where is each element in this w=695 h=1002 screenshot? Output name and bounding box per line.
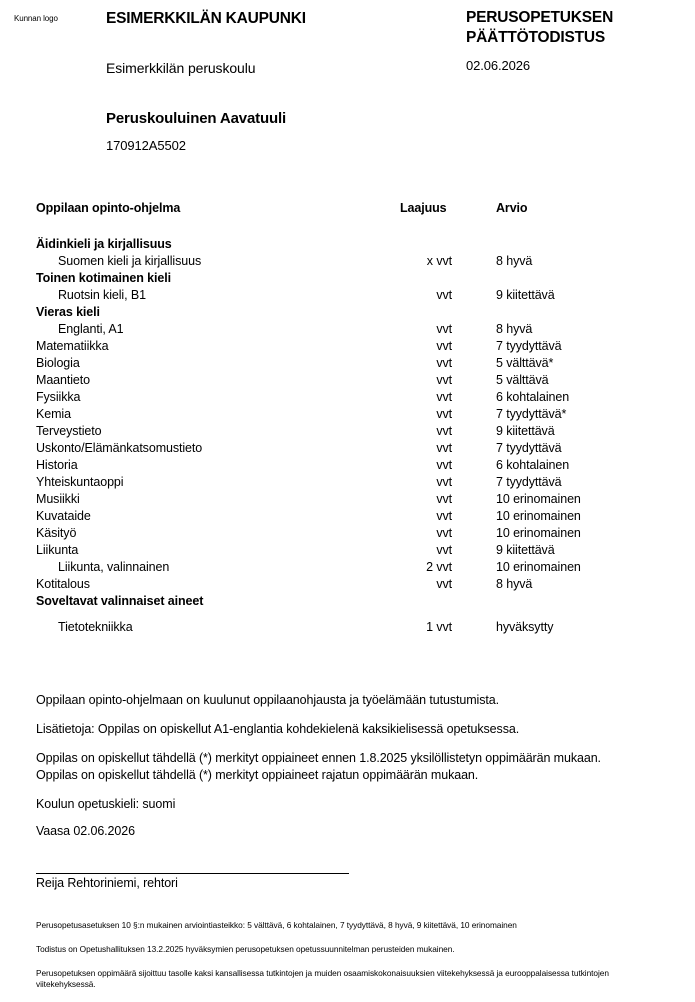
- subject-name: Toinen kotimainen kieli: [36, 271, 171, 285]
- note-guidance: Oppilaan opinto-ohjelmaan on kuulunut oppilaanohjausta ja työelämään tutustumista.: [36, 693, 499, 707]
- table-row: [36, 474, 656, 491]
- subject-scope-value: vvt: [436, 526, 452, 540]
- subject-grade: 5 välttävä*: [496, 356, 554, 370]
- subject-scope-value: vvt: [436, 322, 452, 336]
- column-header-subject: Oppilaan opinto-ohjelma: [36, 201, 181, 215]
- table-header-row: [36, 200, 656, 236]
- subject-scope-value: 2 vvt: [426, 560, 452, 574]
- table-row: [36, 304, 656, 321]
- subject-grade: 5 välttävä: [496, 373, 549, 387]
- subject-name: Käsityö: [36, 526, 77, 540]
- note-additional-info: Lisätietoja: Oppilas on opiskellut A1-englantia kohdekielenä kaksikielisessä opetuksessa.: [36, 722, 520, 736]
- subject-name: Ruotsin kieli, B1: [58, 288, 146, 302]
- signature-place-and-date: Vaasa 02.06.2026: [36, 824, 135, 838]
- subject-scope: [396, 457, 496, 474]
- document-title-line-1: PERUSOPETUKSEN: [466, 9, 614, 26]
- subject-scope: [396, 576, 496, 593]
- subject-scope: [396, 372, 496, 389]
- table-row: [36, 440, 656, 457]
- subject-grade: 7 tyydyttävä: [496, 475, 562, 489]
- subject-name: Biologia: [36, 356, 80, 370]
- table-row: [36, 423, 656, 440]
- subject-name: Äidinkieli ja kirjallisuus: [36, 237, 172, 251]
- subject-scope: [396, 304, 496, 321]
- table-row: [36, 406, 656, 423]
- table-row: [36, 559, 656, 576]
- table-row: [36, 508, 656, 525]
- subject-scope-value: 1 vvt: [426, 620, 452, 634]
- note-asterisk-limited: Oppilas on opiskellut tähdellä (*) merkityt oppiaineet rajatun oppimäärän mukaan.: [36, 768, 479, 782]
- footer-qualification-framework-note: Perusopetuksen oppimäärä sijoittuu tasolle kaksi kansallisessa tutkintojen ja muiden osaamiskokonaisuuksien viitekehyksessä ja eurooppalaisessa tutkintojen viitekehyksessä.: [36, 968, 609, 989]
- document-date: 02.06.2026: [466, 58, 531, 73]
- subject-scope-value: vvt: [436, 475, 452, 489]
- organization-title: ESIMERKKILÄN KAUPUNKI: [106, 10, 306, 27]
- table-row: [36, 287, 656, 304]
- subject-grade: 6 kohtalainen: [496, 390, 570, 404]
- table-row: [36, 372, 656, 389]
- subject-scope: [396, 525, 496, 542]
- subject-scope: [396, 610, 496, 636]
- subject-scope: [396, 423, 496, 440]
- subject-scope-value: vvt: [436, 373, 452, 387]
- subject-grade: 10 erinomainen: [496, 492, 581, 506]
- subject-grade: 6 kohtalainen: [496, 458, 570, 472]
- subject-scope-value: vvt: [436, 390, 452, 404]
- table-row: [36, 236, 656, 253]
- subject-scope-value: vvt: [436, 458, 452, 472]
- document-title: [466, 8, 691, 48]
- subject-name: Fysiikka: [36, 390, 81, 404]
- subject-scope: [396, 491, 496, 508]
- table-row: [36, 270, 656, 287]
- subject-scope: [396, 287, 496, 304]
- subject-scope: [396, 406, 496, 423]
- subject-name: Uskonto/Elämänkatsomustieto: [36, 441, 203, 455]
- student-name: Peruskouluinen Aavatuuli: [106, 110, 287, 127]
- table-row: [36, 576, 656, 593]
- table-row: [36, 389, 656, 406]
- table-row: [36, 457, 656, 474]
- subject-name: Terveystieto: [36, 424, 102, 438]
- subject-scope-value: vvt: [436, 577, 452, 591]
- subject-scope-value: vvt: [436, 356, 452, 370]
- table-row: [36, 542, 656, 559]
- subject-scope-value: vvt: [436, 543, 452, 557]
- table-row: [36, 321, 656, 338]
- subject-grade: 8 hyvä: [496, 254, 533, 268]
- subject-scope: [396, 440, 496, 457]
- note-teaching-language: Koulun opetuskieli: suomi: [36, 797, 176, 811]
- column-header-scope: Laajuus: [400, 201, 447, 215]
- subject-grade: 8 hyvä: [496, 577, 533, 591]
- subject-name: Matematiikka: [36, 339, 109, 353]
- subject-grade: 9 kiitettävä: [496, 288, 555, 302]
- table-row: [36, 610, 656, 636]
- subject-scope: [396, 593, 496, 610]
- subject-grade: 7 tyydyttävä: [496, 441, 562, 455]
- table-row: [36, 338, 656, 355]
- subject-grade: 7 tyydyttävä: [496, 339, 562, 353]
- subject-name: Liikunta, valinnainen: [58, 560, 170, 574]
- subject-scope-value: vvt: [436, 339, 452, 353]
- subject-scope: [396, 559, 496, 576]
- subject-name: Kotitalous: [36, 577, 90, 591]
- document-title-line-2: PÄÄTTÖTODISTUS: [466, 29, 606, 46]
- subject-name: Yhteiskuntaoppi: [36, 475, 124, 489]
- footer-section: [36, 920, 656, 990]
- subject-scope-value: vvt: [436, 424, 452, 438]
- subject-name: Maantieto: [36, 373, 90, 387]
- grades-table: [36, 200, 656, 636]
- subject-scope: [396, 236, 496, 253]
- subject-grade: [496, 593, 656, 610]
- subject-scope: [396, 253, 496, 270]
- subject-grade: 9 kiitettävä: [496, 543, 555, 557]
- table-row: [36, 355, 656, 372]
- grades-table-header: [36, 200, 656, 236]
- subject-scope: [396, 508, 496, 525]
- table-row: [36, 491, 656, 508]
- subject-scope: [396, 355, 496, 372]
- subject-name: Suomen kieli ja kirjallisuus: [58, 254, 202, 268]
- note-asterisk-individualized: Oppilas on opiskellut tähdellä (*) merkityt oppiaineet ennen 1.8.2025 yksilöllistetyn oppimäärän mukaan.: [36, 751, 601, 765]
- table-row: [36, 253, 656, 270]
- subject-name: Liikunta: [36, 543, 79, 557]
- subject-name: Vieras kieli: [36, 305, 100, 319]
- subject-name: Kuvataide: [36, 509, 91, 523]
- subject-scope: [396, 321, 496, 338]
- subject-scope-value: vvt: [436, 407, 452, 421]
- notes-section: [36, 692, 661, 825]
- subject-scope-value: vvt: [436, 509, 452, 523]
- subject-name: Historia: [36, 458, 78, 472]
- footer-grading-scale: Perusopetusasetuksen 10 §:n mukainen arviointiasteikko: 5 välttävä, 6 kohtalainen, 7 tyydyttävä, 8 hyvä, 9 kiitettävä, 10 erinomainen: [36, 920, 517, 930]
- subject-grade: [496, 236, 656, 253]
- signature-name: Reija Rehtoriniemi, rehtori: [36, 876, 178, 890]
- subject-name: Soveltavat valinnaiset aineet: [36, 594, 204, 608]
- subject-grade: [496, 304, 656, 321]
- subject-scope: [396, 270, 496, 287]
- subject-scope: [396, 542, 496, 559]
- student-identifier: 170912A5502: [106, 138, 186, 153]
- subject-grade: [496, 270, 656, 287]
- municipality-logo-placeholder: Kunnan logo: [14, 14, 58, 23]
- subject-scope-value: vvt: [436, 288, 452, 302]
- subject-scope-value: vvt: [436, 441, 452, 455]
- signature-line: [36, 873, 349, 874]
- subject-name: Kemia: [36, 407, 71, 421]
- table-row: [36, 525, 656, 542]
- subject-grade: 10 erinomainen: [496, 560, 581, 574]
- subject-scope-value: vvt: [436, 492, 452, 506]
- subject-scope-value: x vvt: [426, 254, 452, 268]
- subject-scope: [396, 389, 496, 406]
- subject-grade: 10 erinomainen: [496, 526, 581, 540]
- subject-name: Tietotekniikka: [58, 620, 133, 634]
- subject-grade: 8 hyvä: [496, 322, 533, 336]
- column-header-grade: Arvio: [496, 201, 528, 215]
- table-row: [36, 593, 656, 610]
- grades-table-body: [36, 236, 656, 636]
- subject-scope: [396, 474, 496, 491]
- subject-grade: 10 erinomainen: [496, 509, 581, 523]
- footer-curriculum-note: Todistus on Opetushallituksen 13.2.2025 hyväksymien perusopetuksen opetussuunnitelman perusteiden mukainen.: [36, 944, 455, 954]
- subject-grade: hyväksytty: [496, 620, 554, 634]
- subject-grade: 7 tyydyttävä*: [496, 407, 567, 421]
- subject-scope: [396, 338, 496, 355]
- school-name: Esimerkkilän peruskoulu: [106, 60, 256, 76]
- subject-name: Englanti, A1: [58, 322, 124, 336]
- subject-name: Musiikki: [36, 492, 80, 506]
- subject-grade: 9 kiitettävä: [496, 424, 555, 438]
